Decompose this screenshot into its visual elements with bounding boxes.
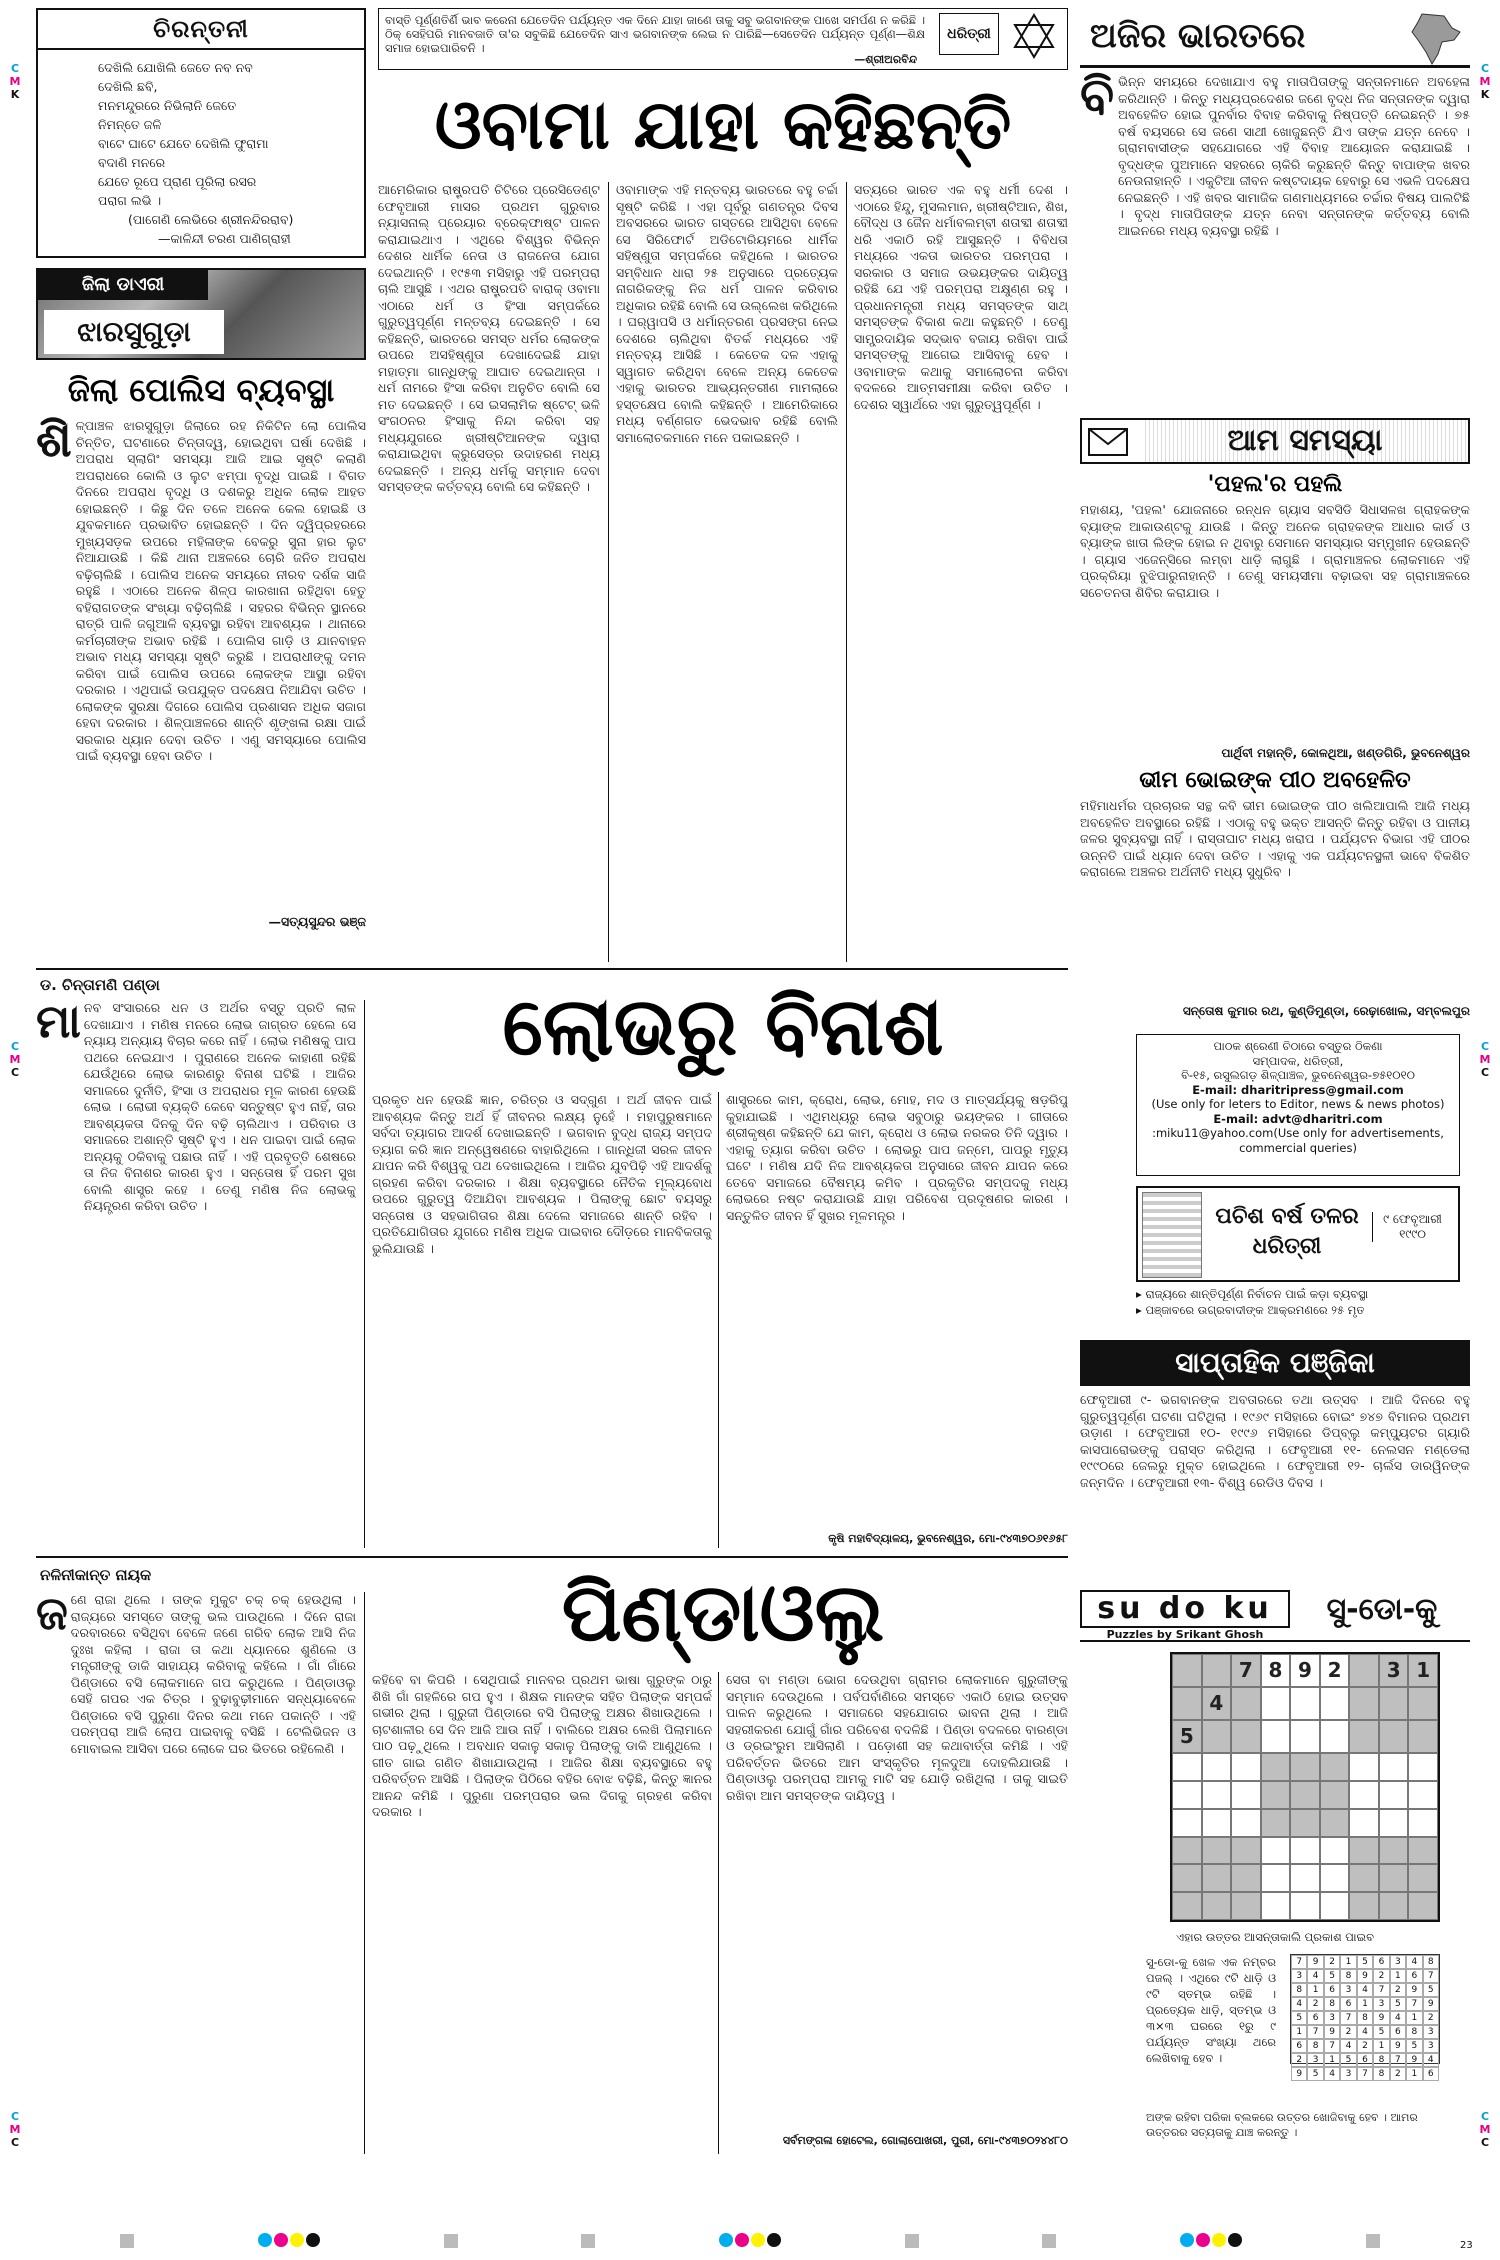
sudoku-cell bbox=[1231, 1864, 1261, 1892]
answer-cell: 8 bbox=[1373, 2067, 1389, 2081]
poem-line: ନିମନ୍ତେ ଜଳି bbox=[98, 117, 162, 132]
dharitri-logo: ଧରିତ୍ରୀ bbox=[939, 13, 999, 55]
answer-cell: 4 bbox=[1357, 1983, 1373, 1997]
cmyk-dots bbox=[257, 2232, 321, 2251]
answer-cell: 4 bbox=[1390, 2011, 1406, 2025]
sudoku-cell bbox=[1379, 1753, 1409, 1781]
answer-cell: 5 bbox=[1324, 1969, 1340, 1983]
answer-cell: 4 bbox=[1406, 1955, 1422, 1969]
contact-line: ବି-୧୫, ରସୁଲଗଡ଼ ଶିଳ୍ପାଞ୍ଚଳ, ଭୁବନେଶ୍ୱର-୭୫୧୦୧୦ bbox=[1181, 1068, 1415, 1082]
cmyk-dots bbox=[718, 2232, 782, 2251]
sudoku-cell: 3 bbox=[1379, 1654, 1409, 1687]
contact-note: (Use only for leters to Editor, news & news photos) bbox=[1151, 1097, 1445, 1111]
column-divider bbox=[718, 1092, 719, 1548]
police-body: ଳ୍ପାଞ୍ଚଳ ଝାରସୁଗୁଡ଼ା ଜିଲାରେ ରହ ନିକିଟିନ ଲୋ ପୋଲିସ ଚିନ୍ତିତ, ଘଟଣାରେ ଚିନ୍ତାଦ୍ୱ, ହୋଇଥିବା ଘର୍ଷା ଦେଖିଛି । ଅପରାଧ ସ୍ଲାଗିଂ ସମସ୍ୟା ଆଜି ଆଇ ସୃଷ୍ଟି କଲାଣି ଅପରାଧରେ କୋଲି ଓ ଲୁଟ ଝମ୍ପା ବୃଦ୍ଧି ପାଇଛି । ବିଗତ ଦିନରେ ଅପରାଧ ବୃଦ୍ଧି ଓ ଦଶକରୁ ଅଧିକ ଲୋକ ଆହତ ହୋଇଛନ୍ତି । କିଛୁ ଦିନ ତଳେ ଅନେକ କେଲ ହୋଇଛି ଓ ଯୁବକମାନେ ପ୍ରଭାବିତ ହୋଇଛନ୍ତି । ଦିନ ଦ୍ୱିପ୍ରହରରେ ମୁଖ୍ୟସଡ଼କ ଉପରେ ମହିଳାଙ୍କ ବେକରୁ ସୁନା ହାର ଲୁଟ ନିଆଯାଉଛି । କିଛି ଥାନା ଅଞ୍ଚଳରେ ଚୋରି ଜନିତ ଅପରାଧ ବଢ଼ିଚାଲିଛି । ପୋଲିସ ଅନେକ ସମୟରେ ନୀରବ ଦର୍ଶକ ସାଜି ରହୁଛି । ଏଠାରେ ଅନେକ ଶିଳ୍ପ କାରଖାନା ରହିଥିବା ହେତୁ ବହିରାଗତଙ୍କ ସଂଖ୍ୟା ବଢ଼ିଚାଲିଛି । ସହରର ବିଭିନ୍ନ ସ୍ଥାନରେ ରାତ୍ରି ପାଳି ଜଗୁଆଳି ବ୍ୟବସ୍ଥା ରହିବା ଆବଶ୍ୟକ । ଥାନାରେ କର୍ମଚାରୀଙ୍କ ଅଭାବ ରହିଛି । ପୋଲିସ ଗାଡ଼ି ଓ ଯାନବାହନ ଅଭାବ ମଧ୍ୟ ସମସ୍ୟା ସୃଷ୍ଟି କରୁଛି । ଅପରାଧୀଙ୍କୁ ଦମନ କରିବା ପାଇଁ ପୋଲିସ ଉପରେ ଲୋକଙ୍କ ଆସ୍ଥା ରହିବା ଦରକାର । ଏଥିପାଇଁ ଉପଯୁକ୍ତ ପଦକ୍ଷେପ ନିଆଯିବା ଉଚିତ । ଲୋକଙ୍କ ସୁରକ୍ଷା ଦିଗରେ ପୋଲିସ ପ୍ରଶାସନ ଅଧିକ ସଜାଗ ହେବା ଦରକାର । ଶିଳ୍ପାଞ୍ଚଳରେ ଶାନ୍ତି ଶୃଙ୍ଖଳା ରକ୍ଷା ପାଇଁ ସରକାର ଧ୍ୟାନ ଦେବା ଉଚିତ । ଏଣୁ ସମସ୍ୟାରେ ପୋଲିସ ପାଇଁ ବ୍ୟବସ୍ଥା ହେବା ଉଚିତ । bbox=[75, 418, 366, 763]
police-article bbox=[36, 412, 366, 930]
sudoku-cell bbox=[1231, 1892, 1261, 1920]
obama-col1: ଆମେରିକାର ରାଷ୍ଟ୍ରପତି ଚିଟିରେ ପ୍ରେସିଡେଣ୍ଟ ଫେବୃଆରୀ ମାସର ପ୍ରଥମ ଗୁରୁବାର ନ୍ୟାସନାଲ୍ ପ୍ରେୟାର ବ୍ରେକ୍‌ଫାଷ୍ଟ ପାଳନ କରାଯାଇଥାଏ । ଏଥିରେ ବିଶ୍ୱର ବିଭିନ୍ନ ଦେଶର ଧାର୍ମିକ ନେତା ଓ ରାଜନେତା ଯୋଗ ଦେଇଥାନ୍ତି । ୧୯୫୩ ମସିହାରୁ ଏହି ପରମ୍ପରା ଚାଲି ଆସୁଛି । ଏଥର ରାଷ୍ଟ୍ରପତି ବାରାକ୍ ଓବାମା ଏଠାରେ ଧର୍ମ ଓ ହିଂସା ସମ୍ପର୍କରେ ଗୁରୁତ୍ୱପୂର୍ଣ୍ଣ ମନ୍ତବ୍ୟ ଦେଇଛନ୍ତି । ସେ କହିଛନ୍ତି, ଭାରତରେ ସମସ୍ତ ଧର୍ମର ଲୋକଙ୍କ ଉପରେ ଅସହିଷ୍ଣୁତା ଦେଖାଦେଇଛି ଯାହା ମହାତ୍ମା ଗାନ୍ଧିଙ୍କୁ ଆଘାତ ଦେଇଥାନ୍ତା । ଧର୍ମ ନାମରେ ହିଂସା କରିବା ଅନୁଚିତ ବୋଲି ସେ ମତ ଦେଇଛନ୍ତି । ସେ ଇସଲାମିକ ଷ୍ଟେଟ୍ ଭଳି ସଂଗଠନର ହିଂସାକୁ ନିନ୍ଦା କରିବା ସହ ମଧ୍ୟଯୁଗରେ ଖ୍ରୀଷ୍ଟିଆନଙ୍କ ଦ୍ୱାରା କରାଯାଇଥିବା କ୍ରୁସେଡ୍‌ର ଉଦାହରଣ ମଧ୍ୟ ଦେଇଛନ୍ତି । ଅନ୍ୟ ଧର୍ମକୁ ସମ୍ମାନ ଦେବା ସମସ୍ତଙ୍କ କର୍ତ୍ତବ୍ୟ ବୋଲି ସେ କହିଛନ୍ତି । bbox=[378, 182, 600, 494]
answer-cell: 8 bbox=[1340, 1969, 1356, 1983]
letter2-author: ସନ୍ତୋଷ କୁମାର ରଥ, କୁଣ୍ଡିମୁଣ୍ଡା, ରେଢ଼ାଖୋଲ, ସମ୍ବଲପୁର bbox=[1182, 1004, 1470, 1018]
answer-cell: 7 bbox=[1291, 1955, 1307, 1969]
answer-cell: 9 bbox=[1324, 2025, 1340, 2039]
sudoku-cell bbox=[1320, 1837, 1350, 1865]
answer-cell: 9 bbox=[1423, 1997, 1439, 2011]
india-map-icon bbox=[1404, 10, 1464, 66]
sudoku-cell bbox=[1172, 1809, 1202, 1837]
sudoku-cell bbox=[1290, 1864, 1320, 1892]
contact-box bbox=[1136, 1034, 1460, 1176]
answer-cell: 3 bbox=[1423, 2039, 1439, 2053]
answer-cell: 5 bbox=[1340, 2053, 1356, 2067]
answer-cell: 3 bbox=[1340, 1983, 1356, 1997]
sudoku-cell bbox=[1290, 1781, 1320, 1809]
poem-author: —କାଳିନ୍ଦୀ ଚରଣ ପାଣିଗ୍ରାହୀ bbox=[158, 231, 291, 246]
sudoku-credit: Puzzles by Srikant Ghosh bbox=[1106, 1628, 1264, 1641]
sudoku-cell bbox=[1202, 1809, 1232, 1837]
sudoku-cell bbox=[1231, 1753, 1261, 1781]
sudoku-cell: 8 bbox=[1261, 1654, 1291, 1687]
sudoku-brand: su do ku bbox=[1080, 1590, 1290, 1628]
answer-cell: 2 bbox=[1357, 2039, 1373, 2053]
chirantani-box bbox=[36, 8, 366, 258]
sudoku-cell bbox=[1379, 1720, 1409, 1753]
sudoku-cell bbox=[1379, 1809, 1409, 1837]
sudoku-caption: ଏହାର ଉତ୍ତର ଆସନ୍ତାକାଲି ପ୍ରକାଶ ପାଇବ bbox=[1176, 1930, 1374, 1944]
answer-cell: 1 bbox=[1373, 2039, 1389, 2053]
answer-cell: 1 bbox=[1390, 1969, 1406, 1983]
ajibharat-body: ଭିନ୍ନ ସମୟରେ ଦେଖାଯାଏ ବହୁ ମାତାପିତାଙ୍କୁ ସନ୍ତାନମାନେ ଅବହେଳା କରିଥାନ୍ତି । କିନ୍ତୁ ମଧ୍ୟପ୍ରଦେଶର ଜଣେ ବୃଦ୍ଧ ନିଜ ସନ୍ତାନଙ୍କ ଦ୍ୱାରା ଅବହେଳିତ ହୋଇ ପୁନର୍ବାର ବିବାହ କରିବାକୁ ନିଷ୍ପତ୍ତି ନେଇଛନ୍ତି । ୭୫ ବର୍ଷ ବୟସରେ ସେ ଜଣେ ସାଥୀ ଖୋଜୁଛନ୍ତି ଯିଏ ତାଙ୍କ ଯତ୍ନ ନେବେ । ଗ୍ରାମବାସୀଙ୍କ ସହଯୋଗରେ ଏହି ବିବାହ ଆୟୋଜନ କରାଯାଇଛି । ବୃଦ୍ଧଙ୍କ ପୁଅମାନେ ସହରରେ ଚାକିରି କରୁଛନ୍ତି କିନ୍ତୁ ବାପାଙ୍କ ଖବର ନେଉନାହାନ୍ତି । ଏକୁଟିଆ ଜୀବନ କଷ୍ଟଦାୟକ ହେବାରୁ ସେ ଏଭଳି ପଦକ୍ଷେପ ନେଇଛନ୍ତି । ଏହି ଖବର ସାମାଜିକ ଗଣମାଧ୍ୟମରେ ଚର୍ଚ୍ଚାର ବିଷୟ ପାଲଟିଛି । ବୃଦ୍ଧ ମାତାପିତାଙ୍କ ଯତ୍ନ ନେବା ସନ୍ତାନଙ୍କ କର୍ତ୍ତବ୍ୟ ବୋଲି ଆଇନରେ ମଧ୍ୟ ବ୍ୟବସ୍ଥା ରହିଛି । bbox=[1118, 74, 1470, 238]
quote-strip bbox=[378, 8, 1068, 70]
sudoku-cell bbox=[1379, 1892, 1409, 1920]
pindaolu-byline: ନଳିନୀକାନ୍ତ ନାୟକ bbox=[40, 1566, 152, 1584]
answer-cell: 8 bbox=[1324, 1997, 1340, 2011]
poem-line: ବାଟେ ଘାଟେ ଯେତେ ଦେଖିଲି ଫୁରାମା bbox=[98, 136, 269, 151]
answer-cell: 5 bbox=[1291, 2011, 1307, 2025]
district-name: ଝାରସୁଗୁଡ଼ା bbox=[44, 310, 224, 354]
grey-patch bbox=[905, 2234, 919, 2248]
sudoku-cell bbox=[1408, 1892, 1438, 1920]
answer-cell: 8 bbox=[1406, 2025, 1422, 2039]
sudoku-cell bbox=[1379, 1837, 1409, 1865]
sudoku-cell bbox=[1261, 1753, 1291, 1781]
answer-cell: 6 bbox=[1324, 1983, 1340, 1997]
answer-cell: 3 bbox=[1307, 2053, 1323, 2067]
chirantani-poem bbox=[38, 50, 364, 248]
answer-cell: 4 bbox=[1340, 2039, 1356, 2053]
answer-cell: 4 bbox=[1291, 1997, 1307, 2011]
sudoku-cell bbox=[1320, 1687, 1350, 1720]
answer-cell: 3 bbox=[1324, 2011, 1340, 2025]
answer-cell: 4 bbox=[1307, 1969, 1323, 1983]
greed-headline: ଲୋଭରୁ ବିନାଶ bbox=[502, 980, 944, 1073]
advt-email-2-link[interactable]: :miku11@yahoo.com(Use only for advertisements, commercial queries) bbox=[1152, 1126, 1444, 1155]
envelope-icon bbox=[1088, 428, 1128, 456]
ajibharat-header bbox=[1080, 8, 1470, 68]
answer-cell: 7 bbox=[1423, 1969, 1439, 1983]
answer-cell: 1 bbox=[1357, 1997, 1373, 2011]
sudoku-cell bbox=[1408, 1864, 1438, 1892]
quote-text: ବାସ୍ତି ପୂର୍ଣ୍ଣତିର୍ଣି ଭାବ କରେନା ଯେତେଦିନ ପର୍ଯ୍ୟନ୍ତ ଏକ ଦିନେ ଯାହା ଜାଣେ ତାକୁ ସବୁ ଭଗବାନଙ୍କ ପାଖେ ସମର୍ପଣ ନ କରିଛି । ଠିକ୍ ସେହିପରି ମାନବଜାତି ତା'ର ସବୁକିଛି ଯେତେଦିନ ସାଏ ଭଗବାନଙ୍କ ଲେଇ ନ ପାରିଛି—ସେତେଦିନ ପର୍ଯ୍ୟନ୍ତ ପୂର୍ଣ୍ଣ—ଶିକ୍ଷ ସମାଜ ହୋଇପାରିବନି । bbox=[385, 13, 925, 55]
letter2-title: ଭୀମ ଭୋଇଙ୍କ ପୀଠ ଅବହେଳିତ bbox=[1139, 768, 1411, 793]
answer-cell: 1 bbox=[1291, 2025, 1307, 2039]
letter1-title: 'ପହଲ'ର ପହଲି bbox=[1207, 472, 1343, 497]
answer-cell: 6 bbox=[1307, 2011, 1323, 2025]
column-divider bbox=[718, 1672, 719, 2154]
sudoku-cell bbox=[1349, 1809, 1379, 1837]
twentyfive-title: ପଚିଶ ବର୍ଷ ତଳର ଧରିତ୍ରୀ bbox=[1215, 1204, 1359, 1259]
sudoku-cell bbox=[1290, 1892, 1320, 1920]
sudoku-cell bbox=[1261, 1781, 1291, 1809]
sudoku-grid bbox=[1170, 1652, 1440, 1922]
letter1-author: ପାର୍ଥିବୀ ମହାନ୍ତି, କୋଳଥିଆ, ଖଣ୍ଡଗିରି, ଭୁବନେଶ୍ୱର bbox=[1221, 746, 1470, 760]
answer-cell: 9 bbox=[1307, 1955, 1323, 1969]
answer-cell: 5 bbox=[1307, 2067, 1323, 2081]
sudoku-cell bbox=[1261, 1892, 1291, 1920]
amasamasya-title: ଆମ ସମସ୍ୟା bbox=[1142, 420, 1468, 462]
answer-cell: 5 bbox=[1390, 1997, 1406, 2011]
ajibharat-dropcap: ବି bbox=[1080, 67, 1115, 125]
sudoku-cell bbox=[1290, 1809, 1320, 1837]
sudoku-cell bbox=[1172, 1687, 1202, 1720]
poem-line: ଯେତେ ରୂପେ ପ୍ରାଣ ପୂରିଲା ରସର bbox=[98, 174, 257, 189]
sudoku-cell bbox=[1231, 1837, 1261, 1865]
answer-cell: 9 bbox=[1406, 2053, 1422, 2067]
answer-cell: 2 bbox=[1340, 2025, 1356, 2039]
sudoku-cell: 5 bbox=[1172, 1720, 1202, 1753]
answer-cell: 1 bbox=[1406, 2067, 1422, 2081]
answer-cell: 8 bbox=[1291, 1983, 1307, 1997]
diary-label: ଜିଲା ଡାଏରୀ bbox=[38, 270, 208, 300]
sudoku-cell bbox=[1349, 1687, 1379, 1720]
answer-cell: 5 bbox=[1406, 2039, 1422, 2053]
sudoku-cell bbox=[1408, 1687, 1438, 1720]
answer-cell: 6 bbox=[1291, 2039, 1307, 2053]
pindaolu-col2: କହିବେ ବା କିପରି । ସେଥିପାଇଁ ମାନବର ପ୍ରଥମ ଭାଷା ଗୁରୁଙ୍କ ଠାରୁ ଶିଖି ଗାଁ ଗହଳିରେ ଗପ ହୁଏ । ଶିକ୍ଷକ ମାନଙ୍କ ସହିତ ପିଲାଙ୍କ ସମ୍ପର୍କ ଗଭୀର ଥିଲା । ଗୁରୁଜୀ ପିଣ୍ଡାରେ ବସି ପିଲାଙ୍କୁ ଅକ୍ଷର ଶିଖାଉଥିଲେ । ଚାଟଶାଳୀର ସେ ଦିନ ଆଜି ଆଉ ନାହିଁ । ବାଲିରେ ଅକ୍ଷର ଲେଖି ପିଲାମାନେ ପାଠ ପଢ଼ୁଥିଲେ । ଅବଧାନ ସକାଳୁ ସକାଳୁ ପିଲାଙ୍କୁ ଡାକି ଆଣୁଥିଲେ । ଗୀତ ଗାଇ ଗଣିତ ଶିଖାଯାଉଥିଲା । ଆଜିର ଶିକ୍ଷା ବ୍ୟବସ୍ଥାରେ ବହୁ ପରିବର୍ତ୍ତନ ଆସିଛି । ପିଲାଙ୍କ ପିଠିରେ ବହିର ବୋଝ ବଢ଼ିଛି, କିନ୍ତୁ ଜ୍ଞାନର ଆନନ୍ଦ କମିଛି । ପୁରୁଣା ପରମ୍ପରାର ଭଲ ଦିଗକୁ ଗ୍ରହଣ କରିବା ଦରକାର । bbox=[372, 1672, 712, 1819]
answer-cell: 6 bbox=[1423, 2067, 1439, 2081]
sudoku-cell: 9 bbox=[1290, 1654, 1320, 1687]
sudoku-cell bbox=[1231, 1687, 1261, 1720]
answer-cell: 5 bbox=[1357, 1955, 1373, 1969]
sudoku-cell bbox=[1231, 1720, 1261, 1753]
cmyk-dots bbox=[1179, 2232, 1243, 2251]
sudoku-cell bbox=[1408, 1753, 1438, 1781]
twentyfive-date: ୯ ଫେବୃଆରୀ ୧୯୯୦ bbox=[1372, 1212, 1452, 1242]
sudoku-cell bbox=[1320, 1781, 1350, 1809]
contact-line: ସମ୍ପାଦକ, ଧରିତ୍ରୀ, bbox=[1252, 1053, 1344, 1068]
answer-cell: 7 bbox=[1406, 1997, 1422, 2011]
sudoku-cell bbox=[1202, 1654, 1232, 1687]
sudoku-cell bbox=[1202, 1781, 1232, 1809]
answer-cell: 4 bbox=[1423, 2053, 1439, 2067]
sudoku-cell bbox=[1379, 1781, 1409, 1809]
answer-cell: 9 bbox=[1406, 1983, 1422, 1997]
pindaolu-col1: ଣେ ରାଜା ଥିଲେ । ତାଙ୍କ ମୁକୁଟ ଚକ୍ ଚକ୍ ହେଉଥିଲା । ରାଜ୍ୟରେ ସମସ୍ତେ ତାଙ୍କୁ ଭଲ ପାଉଥିଲେ । ଦିନେ ରାଜା ଦରବାରରେ ବସିଥିବା ବେଳେ ଜଣେ ଗରିବ ଲୋକ ଆସି ନିଜ ଦୁଃଖ କହିଲା । ରାଜା ତା କଥା ଧ୍ୟାନରେ ଶୁଣିଲେ ଓ ମନ୍ତ୍ରୀଙ୍କୁ ଡାକି ସାହାଯ୍ୟ କରିବାକୁ କହିଲେ । ଗାଁ ଗାଁରେ ପିଣ୍ଡାରେ ବସି ଲୋକମାନେ ଗପ କରୁଥିଲେ । ପିଣ୍ଡାଓଲୁ ସେହି ଗପର ଏକ ଚିତ୍ର । ବୁଢ଼ାବୁଢ଼ୀମାନେ ସନ୍ଧ୍ୟାବେଳେ ପିଣ୍ଡାରେ ବସି ପୁରୁଣା ଦିନର କଥା ମନେ ପକାନ୍ତି । ଏହି ପରମ୍ପରା ଆଜି ଲୋପ ପାଇବାକୁ ବସିଛି । ଟେଲିଭିଜନ ଓ ମୋବାଇଲ ଆସିବା ପରେ ଲୋକେ ଘର ଭିତରେ ରହିଲେଣି । bbox=[70, 1592, 356, 1756]
greed-col1-wrap bbox=[36, 994, 356, 1540]
sudoku-cell bbox=[1408, 1781, 1438, 1809]
answer-cell: 2 bbox=[1291, 2053, 1307, 2067]
answer-cell: 7 bbox=[1340, 2011, 1356, 2025]
greed-col3: ଶାସ୍ତ୍ରରେ କାମ, କ୍ରୋଧ, ଲୋଭ, ମୋହ, ମଦ ଓ ମାତ୍ସର୍ଯ୍ୟକୁ ଷଡ଼ରିପୁ କୁହାଯାଇଛି । ଏଥିମଧ୍ୟରୁ ଲୋଭ ସବୁଠାରୁ ଭୟଙ୍କର । ଗୀତାରେ ଶ୍ରୀକୃଷ୍ଣ କହିଛନ୍ତି ଯେ କାମ, କ୍ରୋଧ ଓ ଲୋଭ ନରକର ତିନି ଦ୍ୱାର । ଏହାକୁ ତ୍ୟାଗ କରିବା ଉଚିତ । ଲୋଭରୁ ପାପ ଜନ୍ମେ, ପାପରୁ ମୃତ୍ୟୁ ଘଟେ । ମଣିଷ ଯଦି ନିଜ ଆବଶ୍ୟକତା ଅନୁସାରେ ଜୀବନ ଯାପନ କରେ ତେବେ ସମାଜରେ ବୈଷମ୍ୟ କମିବ । ପ୍ରକୃତିର ସମ୍ପଦକୁ ମଧ୍ୟ ଲୋଭରେ ନଷ୍ଟ କରାଯାଉଛି ଯାହା ପରିବେଶ ପ୍ରଦୂଷଣର କାରଣ । ସନ୍ତୁଳିତ ଜୀବନ ହିଁ ସୁଖର ମୂଳମନ୍ତ୍ର । bbox=[726, 1092, 1068, 1223]
answer-cell: 3 bbox=[1340, 2067, 1356, 2081]
print-color-bar bbox=[120, 2232, 1380, 2250]
item-text: ରାଜ୍ୟରେ ଶାନ୍ତିପୂର୍ଣ୍ଣ ନିର୍ବାଚନ ପାଇଁ କଡ଼ା ବ୍ୟବସ୍ଥା bbox=[1145, 1287, 1369, 1301]
item-text: ପଞ୍ଜାବରେ ଉଗ୍ରବାଦୀଙ୍କ ଆକ୍ରମଣରେ ୨୫ ମୃତ bbox=[1145, 1303, 1365, 1317]
sudoku-cell bbox=[1202, 1892, 1232, 1920]
column-divider bbox=[364, 1000, 365, 1548]
poem-line: ଦେଖିଲି ଯୋଖିଲି ଜେତେ ନବ ନବ bbox=[98, 60, 253, 75]
pindaolu-author-tag: ସର୍ବମଙ୍ଗଳା ହୋଟେଲ, ଗୋଲାପୋଖରୀ, ପୁରୀ, ମୋ-୯୪୩୭୦୨୪୪୮୦ bbox=[782, 2134, 1068, 2147]
answer-cell: 4 bbox=[1357, 2025, 1373, 2039]
sudoku-cell bbox=[1320, 1864, 1350, 1892]
sudoku-cell bbox=[1202, 1837, 1232, 1865]
grey-patch bbox=[120, 2234, 134, 2248]
greed-col1: ନବ ସଂସାରରେ ଧନ ଓ ଅର୍ଥର ବସ୍ତୁ ପ୍ରତି ଲାଳ ଦେଖାଯାଏ । ମଣିଷ ମନରେ ଲୋଭ ଜାଗ୍ରତ ହେଲେ ସେ ନ୍ୟାୟ ଅନ୍ୟାୟ ବିଚାର କରେ ନାହିଁ । ଲୋଭ ମଣିଷକୁ ପାପ ପଥରେ ନେଇଯାଏ । ପୁରାଣରେ ଅନେକ କାହାଣୀ ରହିଛି ଯେଉଁଥିରେ ଲୋଭ କାରଣରୁ ବିନାଶ ଘଟିଛି । ଆଜିର ସମାଜରେ ଦୁର୍ନୀତି, ହିଂସା ଓ ଅପରାଧର ମୂଳ କାରଣ ହେଉଛି ଲୋଭ । ଲୋଭୀ ବ୍ୟକ୍ତି କେବେ ସନ୍ତୁଷ୍ଟ ହୁଏ ନାହିଁ, ତାର ଆବଶ୍ୟକତା ଦିନକୁ ଦିନ ବଢ଼ି ଚାଲିଥାଏ । ପରିବାର ଓ ସମାଜରେ ଅଶାନ୍ତି ସୃଷ୍ଟି ହୁଏ । ଧନ ପାଇବା ପାଇଁ ଲୋକ ଅନ୍ୟକୁ ଠକିବାକୁ ପଛାଉ ନାହିଁ । ଏହି ପ୍ରବୃତ୍ତି ଶେଷରେ ତା ନିଜ ବିନାଶର କାରଣ ହୁଏ । ସନ୍ତୋଷ ହିଁ ପରମ ସୁଖ ବୋଲି ଶାସ୍ତ୍ର କହେ । ତେଣୁ ମଣିଷ ନିଜ ଲୋଭକୁ ନିୟନ୍ତ୍ରଣ କରିବା ଉଚିତ । bbox=[83, 1000, 356, 1213]
color-registration-left-top: C M K bbox=[9, 62, 21, 101]
obama-col2: ଓବାମାଙ୍କ ଏହି ମନ୍ତବ୍ୟ ଭାରତରେ ବହୁ ଚର୍ଚ୍ଚା ସୃଷ୍ଟି କରିଛି । ଏହା ପୂର୍ବରୁ ଗଣତନ୍ତ୍ର ଦିବସ ଅବସରରେ ଭାରତ ଗସ୍ତରେ ଆସିଥିବା ବେଳେ ସେ ସିରିଫୋର୍ଟ ଅଡିଟୋରିୟମରେ ଧାର୍ମିକ ସହିଷ୍ଣୁତା ସମ୍ପର୍କରେ କହିଥିଲେ । ଭାରତର ସମ୍ବିଧାନ ଧାରା ୨୫ ଅନୁସାରେ ପ୍ରତ୍ୟେକ ନାଗରିକଙ୍କୁ ନିଜ ଧର୍ମ ପାଳନ କରିବାର ଅଧିକାର ରହିଛି ବୋଲି ସେ ଉଲ୍ଲେଖ କରିଥିଲେ । ଘର୍‌ୱାପସି ଓ ଧର୍ମାନ୍ତରଣ ପ୍ରସଙ୍ଗ ନେଇ ଦେଶରେ ଚାଲିଥିବା ବିତର୍କ ମଧ୍ୟରେ ଏହି ମନ୍ତବ୍ୟ ଆସିଛି । କେତେକ ଦଳ ଏହାକୁ ସ୍ୱାଗତ କରିଥିବା ବେଳେ ଅନ୍ୟ କେତେକ ଏହାକୁ ଭାରତର ଆଭ୍ୟନ୍ତରୀଣ ମାମଲାରେ ହସ୍ତକ୍ଷେପ ବୋଲି କହିଛନ୍ତି । ଆମେରିକାରେ ମଧ୍ୟ ବର୍ଣ୍ଣଗତ ଭେଦଭାବ ରହିଛି ବୋଲି ସମାଲୋଚକମାନେ ମନେ ପକାଇଛନ୍ତି । bbox=[616, 182, 838, 445]
sudoku-cell bbox=[1320, 1892, 1350, 1920]
sudoku-cell bbox=[1408, 1809, 1438, 1837]
answer-cell: 3 bbox=[1390, 1955, 1406, 1969]
greed-author-tag: କୃଷି ମହାବିଦ୍ୟାଳୟ, ଭୁବନେଶ୍ୱର, ମୋ-୯୪୩୭୦୬୧୬୫୮ bbox=[828, 1532, 1068, 1545]
answer-cell: 8 bbox=[1307, 2039, 1323, 2053]
sudoku-cell: 1 bbox=[1408, 1654, 1438, 1687]
letter2-body: ମହିମାଧର୍ମର ପ୍ରଚାରକ ସନ୍ଥ କବି ଭୀମ ଭୋଇଙ୍କ ପୀଠ ଖଲିଆପାଲି ଆଜି ମଧ୍ୟ ଅବହେଳିତ ଅବସ୍ଥାରେ ରହିଛି । ଏଠାକୁ ବହୁ ଭକ୍ତ ଆସନ୍ତି କିନ୍ତୁ ରହିବା ଓ ପାନୀୟ ଜଳର ସୁବ୍ୟବସ୍ଥା ନାହିଁ । ରାସ୍ତାଘାଟ ମଧ୍ୟ ଖରାପ । ପର୍ଯ୍ୟଟନ ବିଭାଗ ଏହି ପୀଠର ଉନ୍ନତି ପାଇଁ ଧ୍ୟାନ ଦେବା ଉଚିତ । ଏହାକୁ ଏକ ପର୍ଯ୍ୟଟନସ୍ଥଳୀ ଭାବେ ବିକଶିତ କରାଗଲେ ଅଞ୍ଚଳର ଅର୍ଥନୀତି ମଧ୍ୟ ସୁଧୁରିବ । bbox=[1080, 798, 1470, 879]
answer-cell: 3 bbox=[1373, 1997, 1389, 2011]
sudoku-cell bbox=[1261, 1720, 1291, 1753]
sudoku-cell bbox=[1290, 1720, 1320, 1753]
amasamasya-header bbox=[1080, 418, 1470, 464]
police-dropcap: ଶି bbox=[36, 412, 72, 468]
ajibharat-article bbox=[1080, 67, 1470, 406]
answer-cell: 5 bbox=[1423, 1983, 1439, 1997]
poem-line: ବଦାଣି ମନରେ bbox=[98, 155, 166, 170]
chirantani-title: ଚିରନ୍ତନୀ bbox=[38, 10, 364, 50]
district-diary-banner bbox=[36, 268, 366, 360]
pindaolu-col1-wrap bbox=[36, 1586, 356, 2152]
police-headline: ଜିଲା ପୋଲିସ ବ୍ୟବସ୍ଥା bbox=[67, 371, 335, 409]
pindaolu-dropcap: ଜ bbox=[36, 1586, 68, 1640]
ajibharat-title: ଅଜିର ଭାରତରେ bbox=[1090, 16, 1306, 56]
column-divider bbox=[846, 182, 847, 962]
twentyfive-items bbox=[1136, 1286, 1460, 1318]
twentyfive-years-box bbox=[1136, 1186, 1460, 1282]
sudoku-cell: 4 bbox=[1202, 1687, 1232, 1720]
sudoku-cell bbox=[1349, 1864, 1379, 1892]
color-registration-left-mid: C M C bbox=[9, 1040, 21, 1079]
answer-cell: 6 bbox=[1390, 2025, 1406, 2039]
answer-cell: 7 bbox=[1390, 2053, 1406, 2067]
sudoku-cell bbox=[1408, 1720, 1438, 1753]
sudoku-cell bbox=[1379, 1864, 1409, 1892]
twentyfive-item: ▸ ପଞ୍ଜାବରେ ଉଗ୍ରବାଦୀଙ୍କ ଆକ୍ରମଣରେ ୨୫ ମୃତ bbox=[1136, 1303, 1365, 1317]
answer-cell: 1 bbox=[1406, 2011, 1422, 2025]
answer-cell: 3 bbox=[1423, 2025, 1439, 2039]
poem-source: (ପାଗେଣି ଲେଭିରେ ଶ୍ରୀନନ୍ଦିରରାବ) bbox=[128, 212, 294, 227]
answer-cell: 6 bbox=[1357, 2053, 1373, 2067]
sudoku-cell bbox=[1349, 1892, 1379, 1920]
sudoku-cell bbox=[1349, 1837, 1379, 1865]
answer-cell: 7 bbox=[1307, 2025, 1323, 2039]
quote-author: —ଶ୍ରୀଅରବିନ୍ଦ bbox=[854, 53, 917, 66]
answer-cell: 9 bbox=[1390, 2039, 1406, 2053]
answer-cell: 1 bbox=[1340, 1955, 1356, 1969]
contact-line: ପାଠକ ଶ୍ରେଣୀ ଚିଠାରେ ବସ୍ତୁର ଠିକଣା bbox=[1213, 1039, 1383, 1053]
sudoku-cell bbox=[1261, 1809, 1291, 1837]
answer-cell: 9 bbox=[1373, 2011, 1389, 2025]
advt-email-link[interactable]: E-mail: advt@dharitri.com bbox=[1213, 1111, 1383, 1126]
sudoku-cell bbox=[1261, 1864, 1291, 1892]
answer-cell: 1 bbox=[1324, 2053, 1340, 2067]
sudoku-cell bbox=[1172, 1892, 1202, 1920]
greed-dropcap: ମା bbox=[36, 994, 81, 1048]
answer-cell: 8 bbox=[1357, 2011, 1373, 2025]
answer-cell: 2 bbox=[1390, 2067, 1406, 2081]
answer-cell: 7 bbox=[1324, 2039, 1340, 2053]
pindaolu-col3: ସେତା ବା ମଣ୍ଡା ଭୋଗ ଦେଉଥିବା ଗ୍ରାମର ଲୋକମାନେ ଗୁରୁଜୀଙ୍କୁ ସମ୍ମାନ ଦେଉଥିଲେ । ପର୍ବପର୍ବାଣିରେ ସମସ୍ତେ ଏକାଠି ହୋଇ ଉତ୍ସବ ପାଳନ କରୁଥିଲେ । ସମାଜରେ ସହଯୋଗର ଭାବନା ଥିଲା । ଆଜି ସହରୀକରଣ ଯୋଗୁଁ ଗାଁର ପରିବେଶ ବଦଳିଛି । ପିଣ୍ଡା ବଦଳରେ ବାରଣ୍ଡା ଓ ଡ୍ରଇଂରୁମ ଆସିଲାଣି । ପଡ଼ୋଶୀ ସହ କଥାବାର୍ତ୍ତା କମିଛି । ଏହି ପରିବର୍ତ୍ତନ ଭିତରେ ଆମ ସଂସ୍କୃତିର ମୂଳଦୁଆ ଦୋହଲିଯାଉଛି । ପିଣ୍ଡାଓଲୁ ପରମ୍ପରା ଆମକୁ ମାଟି ସହ ଯୋଡ଼ି ରଖିଥିଲା । ତାକୁ ସାଇତି ରଖିବା ଆମ ସମସ୍ତଙ୍କ ଦାୟିତ୍ୱ । bbox=[726, 1672, 1068, 1803]
sudoku-title: ସୁ-ଡୋ-କୁ bbox=[1326, 1592, 1438, 1627]
sudoku-cell bbox=[1172, 1864, 1202, 1892]
old-newspaper-icon bbox=[1142, 1192, 1202, 1278]
sudoku-cell bbox=[1202, 1753, 1232, 1781]
section-rule bbox=[36, 1556, 1068, 1558]
poem-line: ଦେଖିଲି ଛବି, bbox=[98, 79, 158, 94]
weekly-calendar-title: ସାପ୍ତାହିକ ପଞ୍ଜିକା bbox=[1080, 1340, 1470, 1386]
sudoku-cell bbox=[1290, 1753, 1320, 1781]
sudoku-cell bbox=[1408, 1837, 1438, 1865]
column-divider bbox=[608, 182, 609, 962]
star-emblem-icon bbox=[1011, 13, 1057, 59]
column-divider bbox=[364, 1592, 365, 2154]
answer-cell: 2 bbox=[1324, 1955, 1340, 1969]
sudoku-cell bbox=[1349, 1781, 1379, 1809]
sudoku-cell: 7 bbox=[1231, 1654, 1261, 1687]
answer-cell: 7 bbox=[1357, 2067, 1373, 2081]
pindaolu-headline: ପିଣ୍ଡାଓଲୁ bbox=[561, 1566, 885, 1659]
greed-col2: ପ୍ରକୃତ ଧନ ହେଉଛି ଜ୍ଞାନ, ଚରିତ୍ର ଓ ସଦ୍‌ଗୁଣ । ଅର୍ଥ ଜୀବନ ପାଇଁ ଆବଶ୍ୟକ କିନ୍ତୁ ଅର୍ଥ ହିଁ ଜୀବନର ଲକ୍ଷ୍ୟ ନୁହେଁ । ମହାପୁରୁଷମାନେ ସର୍ବଦା ତ୍ୟାଗର ଆଦର୍ଶ ଦେଖାଇଛନ୍ତି । ଭଗବାନ ବୁଦ୍ଧ ରାଜ୍ୟ ସମ୍ପଦ ତ୍ୟାଗ କରି ଜ୍ଞାନ ଅନ୍ୱେଷଣରେ ବାହାରିଥିଲେ । ଗାନ୍ଧିଜୀ ସରଳ ଜୀବନ ଯାପନ କରି ବିଶ୍ୱକୁ ପଥ ଦେଖାଇଥିଲେ । ଆଜିର ଯୁବପିଢ଼ି ଏହି ଆଦର୍ଶକୁ ଗ୍ରହଣ କରିବା ଦରକାର । ଶିକ୍ଷା ବ୍ୟବସ୍ଥାରେ ନୈତିକ ମୂଲ୍ୟବୋଧ ଉପରେ ଗୁରୁତ୍ୱ ଦିଆଯିବା ଆବଶ୍ୟକ । ପିଲାଙ୍କୁ ଛୋଟ ବୟସରୁ ସନ୍ତୋଷ ଓ ସହଭାଗିତାର ଶିକ୍ଷା ଦେଲେ ସମାଜରେ ଶାନ୍ତି ରହିବ । ପ୍ରତିଯୋଗିତାର ଯୁଗରେ ମଣିଷ ଅଧିକ ପାଇବାର ଦୌଡ଼ରେ ମାନବିକତାକୁ ଭୁଲିଯାଉଛି । bbox=[372, 1092, 712, 1256]
editor-email-link[interactable]: E-mail: dharitripress@gmail.com bbox=[1192, 1082, 1404, 1097]
color-registration-left-bottom: C M C bbox=[9, 2110, 21, 2149]
color-registration-right-bottom: C M C bbox=[1479, 2110, 1491, 2149]
sudoku-cell bbox=[1172, 1837, 1202, 1865]
answer-cell: 6 bbox=[1406, 1969, 1422, 1983]
sudoku-cell bbox=[1320, 1753, 1350, 1781]
sudoku-howto: ସୁ-ଡୋ-କୁ ଖେଳ ଏକ ନମ୍ବର ପଜଲ୍ । ଏଥିରେ ୯ଟି ଧାଡ଼ି ଓ ୯ଟି ସ୍ତମ୍ଭ ରହିଛି । ପ୍ରତ୍ୟେକ ଧାଡ଼ି, ସ୍ତମ୍ଭ ଓ ୩×୩ ଘରରେ ୧ରୁ ୯ ପର୍ଯ୍ୟନ୍ତ ସଂଖ୍ୟା ଥରେ ଲେଖିବାକୁ ହେବ । bbox=[1146, 1955, 1276, 2065]
answer-cell: 6 bbox=[1340, 1997, 1356, 2011]
sudoku-footer: ଅଙ୍କ ରହିବା ପରିକା ବ୍ଲକରେ ଉତ୍ତର ଖୋଜିବାକୁ ହେବ । ଆମର ଉତ୍ତରର ସତ୍ୟତାକୁ ଯାଞ୍ଚ କରନ୍ତୁ । bbox=[1146, 2111, 1418, 2139]
answer-cell: 7 bbox=[1373, 1983, 1389, 1997]
grey-patch bbox=[581, 2234, 595, 2248]
answer-cell: 2 bbox=[1390, 1983, 1406, 1997]
section-rule bbox=[36, 968, 1068, 970]
sudoku-cell bbox=[1290, 1837, 1320, 1865]
color-registration-right-mid: C M C bbox=[1479, 1040, 1491, 1079]
answer-cell: 6 bbox=[1373, 1955, 1389, 1969]
page-number: 23 bbox=[1460, 2240, 1473, 2251]
answer-cell: 4 bbox=[1324, 2067, 1340, 2081]
letter1-body: ମହାଶୟ, 'ପହଲ' ଯୋଜନାରେ ରନ୍ଧନ ଗ୍ୟାସ ସବସିଡି ସିଧାସଳଖ ଗ୍ରାହକଙ୍କ ବ୍ୟାଙ୍କ ଆକାଉଣ୍ଟକୁ ଯାଉଛି । କିନ୍ତୁ ଅନେକ ଗ୍ରାହକଙ୍କ ଆଧାର କାର୍ଡ ଓ ବ୍ୟାଙ୍କ ଖାତା ଲିଙ୍କ ହୋଇ ନ ଥିବାରୁ ସେମାନେ ସମସ୍ୟାର ସମ୍ମୁଖୀନ ହେଉଛନ୍ତି । ଗ୍ୟାସ ଏଜେନ୍ସିରେ ଲମ୍ବା ଧାଡ଼ି ଲାଗୁଛି । ଗ୍ରାମାଞ୍ଚଳର ଲୋକମାନେ ଏହି ପ୍ରକ୍ରିୟା ବୁଝିପାରୁନାହାନ୍ତି । ତେଣୁ ସମୟସୀମା ବଢ଼ାଇବା ସହ ଗ୍ରାମାଞ୍ଚଳରେ ସଚେତନତା ଶିବିର କରାଯାଉ । bbox=[1080, 502, 1470, 600]
sudoku-cell bbox=[1349, 1753, 1379, 1781]
answer-cell: 1 bbox=[1307, 1983, 1323, 1997]
sudoku-cell bbox=[1231, 1809, 1261, 1837]
sudoku-cell bbox=[1379, 1687, 1409, 1720]
poem-line: ମନମନ୍ଦୁରରେ ନିଭିଲାନି ଜେତେ bbox=[98, 98, 237, 113]
sudoku-answer-grid bbox=[1290, 1954, 1440, 2079]
twentyfive-item: ▸ ରାଜ୍ୟରେ ଶାନ୍ତିପୂର୍ଣ୍ଣ ନିର୍ବାଚନ ପାଇଁ କଡ଼ା ବ୍ୟବସ୍ଥା bbox=[1136, 1287, 1369, 1301]
sudoku-cell bbox=[1172, 1654, 1202, 1687]
weekly-calendar-body: ଫେବୃଆରୀ ୯- ଭଗବାନଙ୍କ ଅବତାରରେ ତଥା ଉତ୍ସବ । ଆଜି ଦିନରେ ବହୁ ଗୁରୁତ୍ୱପୂର୍ଣ୍ଣ ଘଟଣା ଘଟିଥିଲା । ୧୯୬୯ ମସିହାରେ ବୋଇଂ ୭୪୭ ବିମାନର ପ୍ରଥମ ଉଡ଼ାଣ । ଫେବୃଆରୀ ୧୦- ୧୯୯୬ ମସିହାରେ ଡିପ୍‌ବ୍ଲୁ କମ୍ପ୍ୟୁଟର ଗ୍ୟାରି କାସପାରୋଭଙ୍କୁ ପରାସ୍ତ କରିଥିଲା । ଫେବୃଆରୀ ୧୧- ନେଲସନ ମଣ୍ଡେଲା ୧୯୯୦ରେ ଜେଲରୁ ମୁକ୍ତ ହୋଇଥିଲେ । ଫେବୃଆରୀ ୧୨- ଚାର୍ଲସ ଡାରୱିନଙ୍କ ଜନ୍ମଦିନ । ଫେବୃଆରୀ ୧୩- ବିଶ୍ୱ ରେଡିଓ ଦିବସ । bbox=[1080, 1392, 1470, 1490]
sudoku-cell bbox=[1349, 1720, 1379, 1753]
answer-cell: 2 bbox=[1307, 1997, 1323, 2011]
sudoku-cell bbox=[1231, 1781, 1261, 1809]
answer-cell: 5 bbox=[1373, 2025, 1389, 2039]
sudoku-cell bbox=[1320, 1720, 1350, 1753]
answer-cell: 8 bbox=[1373, 2053, 1389, 2067]
poem-line: ପରାଗ ଲଭି । bbox=[98, 193, 162, 208]
sudoku-cell bbox=[1172, 1753, 1202, 1781]
police-author: —ସତ୍ୟସୁନ୍ଦର ଭଞ୍ଜ bbox=[268, 914, 366, 929]
sudoku-cell bbox=[1290, 1687, 1320, 1720]
sudoku-cell bbox=[1202, 1720, 1232, 1753]
sudoku-cell bbox=[1320, 1809, 1350, 1837]
obama-col3: ସତ୍ୟରେ ଭାରତ ଏକ ବହୁ ଧର୍ମୀ ଦେଶ । ଏଠାରେ ହିନ୍ଦୁ, ମୁସଲମାନ, ଖ୍ରୀଷ୍ଟିଆନ, ଶିଖ, ବୌଦ୍ଧ ଓ ଜୈନ ଧର୍ମାବଲମ୍ବୀ ଶତାବ୍ଦୀ ଶତାବ୍ଦୀ ଧରି ଏକାଠି ରହି ଆସୁଛନ୍ତି । ବିବିଧତା ମଧ୍ୟରେ ଏକତା ଭାରତର ପରମ୍ପରା । ସରକାର ଓ ସମାଜ ଉଭୟଙ୍କର ଦାୟିତ୍ୱ ରହିଛି ଯେ ଏହି ପରମ୍ପରା ଅକ୍ଷୁଣ୍ଣ ରହୁ । ପ୍ରଧାନମନ୍ତ୍ରୀ ମଧ୍ୟ ସମସ୍ତଙ୍କ ସାଥ୍ ସମସ୍ତଙ୍କ ବିକାଶ କଥା କହୁଛନ୍ତି । ତେଣୁ ସାମ୍ପ୍ରଦାୟିକ ସଦ୍‌ଭାବ ବଜାୟ ରଖିବା ପାଇଁ ସମସ୍ତଙ୍କୁ ଆଗେଇ ଆସିବାକୁ ହେବ । ଓବାମାଙ୍କ କଥାକୁ ସମାଲୋଚନା କରିବା ବଦଳରେ ଆତ୍ମସମୀକ୍ଷା କରିବା ଉଚିତ । ଦେଶର ସ୍ୱାର୍ଥରେ ଏହା ଗୁରୁତ୍ୱପୂର୍ଣ୍ଣ । bbox=[854, 182, 1068, 412]
color-registration-right-top: C M K bbox=[1479, 62, 1491, 101]
sudoku-cell bbox=[1261, 1687, 1291, 1720]
grey-patch bbox=[1366, 2234, 1380, 2248]
grey-patch bbox=[444, 2234, 458, 2248]
answer-cell: 2 bbox=[1373, 1969, 1389, 1983]
sudoku-cell bbox=[1172, 1781, 1202, 1809]
grey-patch bbox=[1042, 2234, 1056, 2248]
answer-cell: 9 bbox=[1357, 1969, 1373, 1983]
sudoku-cell bbox=[1349, 1654, 1379, 1687]
sudoku-header bbox=[1080, 1590, 1470, 1642]
sudoku-cell bbox=[1261, 1837, 1291, 1865]
answer-cell: 9 bbox=[1291, 2067, 1307, 2081]
sudoku-cell bbox=[1202, 1864, 1232, 1892]
answer-cell: 3 bbox=[1291, 1969, 1307, 1983]
answer-cell: 2 bbox=[1423, 2011, 1439, 2025]
greed-byline: ଡ. ଚିନ୍ତାମଣି ପଣ୍ଡା bbox=[40, 976, 160, 994]
obama-headline: ଓବାମା ଯାହା କହିଛନ୍ତି bbox=[434, 86, 1012, 165]
answer-cell: 8 bbox=[1423, 1955, 1439, 1969]
sudoku-cell: 2 bbox=[1320, 1654, 1350, 1687]
